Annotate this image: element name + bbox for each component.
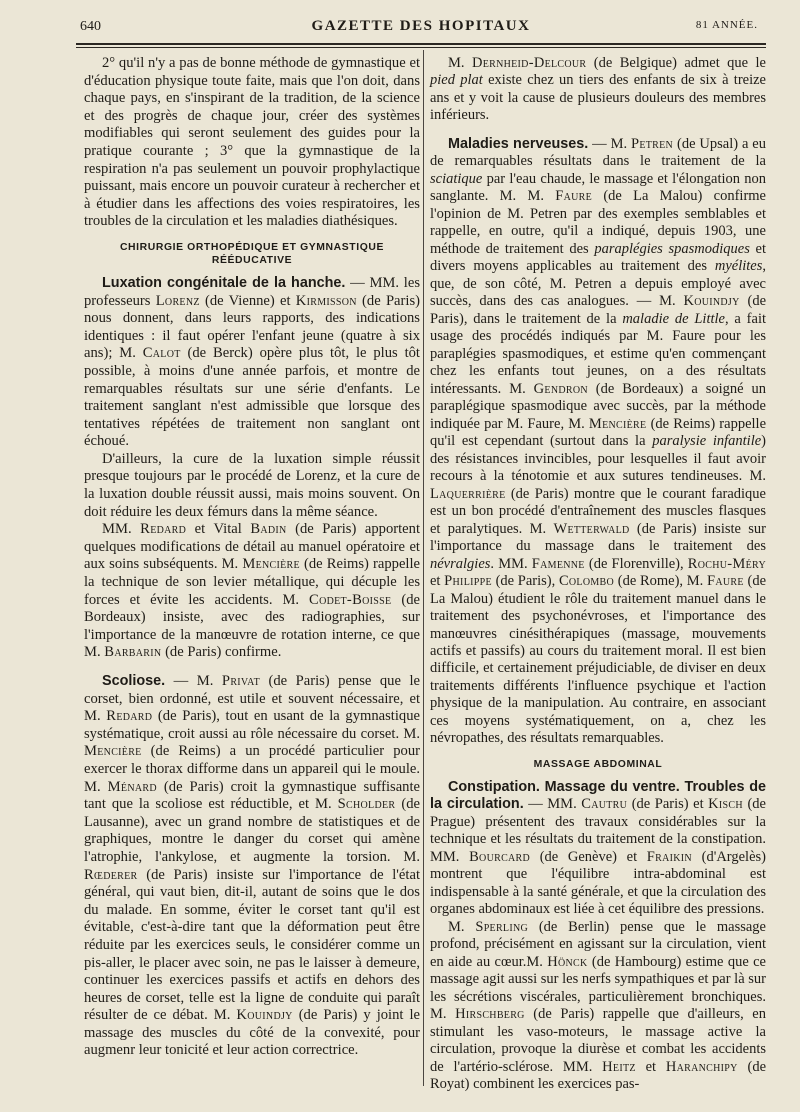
italic-term: névralgies (430, 555, 491, 572)
lead-in: Maladies nerveuses. (448, 135, 589, 152)
author-name: Barbarin (104, 644, 162, 661)
text-run: (de Berlin) pense que le massage profond, précisément en agissant sur la circulation, vient en aide au cœur.M. (430, 918, 766, 970)
text-run: , que, de son côté, M. Petren a depuis employé avec succès, dans des cas analogues. — M. (430, 258, 766, 310)
author-name: Sperling (475, 918, 529, 935)
text-run: (de Upsal) a eu de remarquables résultats dans le traitement de la (430, 135, 766, 170)
author-name: Codet-Boisse (309, 591, 392, 608)
text-run: (de Paris) croit la gymnastique suffisante tant que la scoliose est réductible, et M. (84, 778, 420, 813)
text-run: (de Paris), tout en usant de la gymnastique systématique, croit aussi au rôle nécessaire du corset. M. (84, 708, 420, 742)
author-name: Laquerrière (430, 485, 506, 502)
author-name: Ménard (107, 778, 157, 795)
paragraph-gap (84, 662, 420, 673)
author-name: Hirschberg (455, 1006, 525, 1023)
text-run: ) des résistances invincibles, pour lesquelles il faut avoir recours à la ténotomie et aux sutures tendineuses. M. (430, 433, 767, 485)
text-run: (de Paris) insiste sur l'importance de l'état général, qui vaut bien, dit-il, autant de soins que le dos du malade. En somme, éviter le corset tant qu'il est évitable, c'est-à-dire tant que la déformation peut être réduite par les exercices seuls, le considérer comme un pis-aller, le placer avec soin, ne pas le laisser à demeure, continuer les exercices passifs et actifs en dehors des heures de corset, telle est la ligne de conduite qui paraît résulter de ce débat. M. (84, 866, 420, 1024)
text-run: (de Paris) pense que le corset, bien ordonné, est utile et souvent nécessaire, et M. (84, 673, 420, 725)
author-name: Mencière (242, 556, 300, 573)
author-name: Mencière (588, 415, 647, 432)
journal-title: GAZETTE DES HOPITAUX (311, 18, 531, 34)
text-run: M. (448, 55, 472, 71)
author-name: Faure (706, 573, 744, 590)
text-run: et (635, 1058, 666, 1075)
author-name: Cautru (581, 796, 628, 813)
text-run: (de Reims) rappelle qu'il est cependant (surtout dans la (430, 415, 767, 450)
author-name: Scholder (337, 796, 396, 813)
author-name: Bourcard (469, 848, 531, 865)
author-name: Petren (631, 135, 674, 152)
text-run: M. (448, 918, 476, 935)
text-run: (de Paris) y joint le massage des muscles du côté de la convexité, pour augmenr leur tonicité et leur action correctrice. (84, 1007, 420, 1059)
page-number: 640 (80, 19, 101, 34)
author-name: Redard (106, 708, 153, 725)
lead-in: Constipation. Massage du ventre. Troubles de la circulation. (430, 778, 766, 813)
section-heading-massage: MASSAGE ABDOMINAL (533, 758, 663, 770)
lead-in: Luxation congénitale de la hanche. (102, 274, 346, 291)
text-run: (de Paris) confirme. (161, 644, 282, 661)
author-name: Heitz (602, 1058, 636, 1075)
text-run: (de Paris) rappelle que d'ailleurs, en stimulant les vaso-moteurs, le massage active la circulation, provoque la diurèse et combat les accidents de l'artério-sclérose. MM. (430, 1006, 766, 1075)
text-run: (de Paris), dans le traitement de la (430, 293, 767, 327)
author-name: Hönck (547, 953, 588, 970)
author-name: Rœderer (84, 866, 138, 883)
paragraph-pied-plat (430, 55, 766, 125)
text-run: (de Paris) insiste sur l'importance du massage dans le traitement des (430, 520, 766, 555)
text-run: et divers moyens applicables au traitement des (430, 240, 766, 275)
italic-term: pied plat (430, 72, 483, 89)
text-run: — M. (165, 673, 222, 689)
author-name: Fraikin (646, 848, 692, 865)
text-run: (de Berck) opère plus tôt, le plus tôt possible, à moins d'une année parfois, et montre de remarquables résultats sur une série d'enfants. Le traitement sanglant n'est admissible que lorsque des tentatives répétées de traitement non sanglant ont échoué. (84, 345, 420, 450)
author-name: Rochu-Méry (687, 555, 766, 572)
paragraph-scoliose (84, 673, 420, 1060)
text-run: (de Paris) et (627, 796, 709, 813)
author-name: Faure (555, 188, 593, 205)
year-label: 81 ANNÉE. (695, 19, 758, 31)
author-name: Redard (140, 521, 187, 538)
text-run: par l'eau chaude, le massage et l'élongation non sanglante. M. M. (430, 170, 766, 205)
paragraph-lorenz: D'ailleurs, la cure de la luxation simple réussit presque toujours par le procédé de Lorenz, et la cure de la luxation double réussit aussi, mais moins souvent. On doit réduire les deux fémurs dans la même séance. (84, 450, 420, 520)
text-run: (de Belgique) admet que le (586, 55, 766, 71)
author-name: Kouindjy (683, 293, 740, 310)
author-name: Kisch (708, 796, 743, 813)
author-name: Badin (250, 521, 287, 538)
header-rule-thick (76, 43, 766, 45)
text-run: , a fait usage des procédés indiqués par M. Faure pour les paraplégies spasmodiques, et estime qu'en commençant chez les enfants tout jeunes, on a des résultats intéressants. M. (430, 310, 766, 397)
text-run: (de Reims) rappelle la technique de son levier métallique, qui décuple les forces et évite les accidents. M. (84, 556, 421, 608)
text-run: (de Genève) et (530, 848, 647, 865)
paragraph-sperling (430, 919, 766, 1094)
author-name: Haranchipy (665, 1058, 738, 1075)
text-run: (de La Malou) étudient le rôle du traitement manuel dans le traitement des psychonévroses, et l'importance des manœuvres cinésithérapiques (massage, mouvements actifs et passifs) au cours du traitement moral. Il est bien difficile, et certainement préjudiciable, de diviser en deux traitements différents l'influence psychique et l'action physique de la manipulation. Au contraire, en associant ces moyens systématiquement, on a, chez les névropathes, des résultats remarquables. (430, 573, 766, 747)
text-run: (de Vienne) et (199, 292, 296, 309)
header-rule-thin (76, 47, 766, 48)
text-run: (d'Argelès) montrent que l'équilibre intra-abdominal est indispensable à la santé générale, et que la circulation des organes abdominaux est liée à cet équilibre des pressions. (430, 848, 766, 918)
author-name: Mencière (84, 743, 142, 760)
text-run: existe chez un tiers des enfants de six à treize ans et y voit la cause de plusieurs douleurs des membres inférieurs. (430, 72, 766, 124)
text-run: et (430, 573, 445, 590)
column-divider (423, 50, 424, 1086)
text-run: (de Paris) apportent quelques modifications de détail au manuel opératoire et aux soins subséquents. M. (84, 521, 420, 573)
text-run: — MM. (523, 796, 582, 813)
italic-term: paralysie infantile (652, 433, 762, 450)
text-run: — M. (588, 135, 631, 152)
author-name: Privat (221, 673, 260, 689)
author-name: Calot (142, 345, 181, 362)
section-heading-orthopedie (84, 241, 420, 267)
text-run: MM. (102, 521, 141, 538)
text-run: (de Prague) présentent des travaux considérables sur la technique et les résultats du traitement de la constipation. MM. (430, 796, 766, 865)
text-run: (de Paris) nous donnent, dans leurs rapports, des indications identiques : il faut opérer l'enfant jeune (quatre à six ans); M. (84, 292, 420, 362)
text-run: (de Paris) montre que le courant faradique est un bon procédé d'entraînement des muscles flasques et paralytiques. M. (430, 485, 766, 537)
italic-term: sciatique (430, 170, 483, 187)
text-run: — MM. les professeurs (84, 274, 420, 309)
text-run: et Vital (186, 521, 251, 538)
text-run: (de Royat) combinent les exercices pas- (430, 1058, 767, 1093)
author-name: Kirmisson (295, 292, 357, 309)
author-name: Lorenz (155, 292, 200, 309)
author-name: Colombo (558, 573, 615, 590)
left-column (84, 55, 420, 1060)
text-run: (de Bordeaux) a soigné un paraplégique spasmodique avec succès, par la méthode indiquée par M. Faure, M. (430, 380, 766, 432)
paragraph-constipation (430, 779, 766, 919)
text-run: (de Reims) a un procédé particulier pour exercer le thorax difforme dans un appareil qui le moule. M. (84, 743, 420, 795)
intro-paragraph: 2° qu'il n'y a pas de bonne méthode de gymnastique et d'éducation physique toute faite, mais que l'on doit, dans chaque pays, en s'inspirant de la tradition, de la science et des progrès de chaque jour, créer des systèmes modifiables qui seront seulement des guides pour la pratique courante ; 3° que la gymnastique de la respiration n'a pas seulement un pouvoir prophylactique puissant, mais encore un pouvoir curateur à rechercher et à étudier dans les affections des voies respiratoires, les troubles de la circulation et les maladies diathésiques. (84, 55, 420, 230)
paragraph-luxation (84, 275, 420, 451)
author-name: Famenne (531, 555, 585, 572)
text-run: (de La Malou) confirme l'opinion de M. Petren par des exemples semblables et rappelle, en outre, qu'il a indiqué, depuis 1903, une méthode de traitement des (430, 188, 766, 257)
paragraph-gap (430, 125, 766, 136)
text-run: . MM. (490, 555, 532, 572)
right-column (430, 55, 766, 1094)
text-run: (de Florenville), (584, 555, 688, 572)
text-run: (de Lausanne), avec un grand nombre de statistiques et de graphiques, montre le danger du corset qui amène l'atrophie, l'ankylose, et augmente la torsion. M. (84, 796, 420, 865)
lead-in: Scoliose. (102, 673, 166, 689)
running-header (78, 16, 764, 38)
author-name: Dernheid-Delcour (471, 55, 587, 71)
author-name: Philippe (444, 573, 492, 590)
section-heading-line: CHIRURGIE ORTHOPÉDIQUE ET GYMNASTIQUE (119, 241, 385, 253)
italic-term: paraplégies spasmodiques (594, 240, 750, 257)
author-name: Wetterwald (553, 520, 630, 537)
text-run: (de Paris), (491, 573, 559, 590)
author-name: Kouindjy (236, 1007, 293, 1024)
paragraph-maladies-nerveuses (430, 136, 766, 748)
text-run: (de Rome), M. (614, 573, 707, 590)
italic-term: maladie de Little (622, 310, 725, 327)
text-run: (de Bordeaux) insiste, avec des radiographies, sur l'importance de la manœuvre de rotation interne, ce que M. (84, 591, 420, 661)
text-run: (de Hambourg) estime que ce massage agit aussi sur les nerfs sympathiques et par là sur les sécrétions viscérales, particulièrement bronchiques. M. (430, 953, 766, 1023)
italic-term: myélites (714, 258, 763, 275)
section-heading-line: RÉÉDUCATIVE (211, 254, 293, 266)
author-name: Gendron (533, 380, 588, 397)
paragraph-redard (84, 521, 420, 662)
